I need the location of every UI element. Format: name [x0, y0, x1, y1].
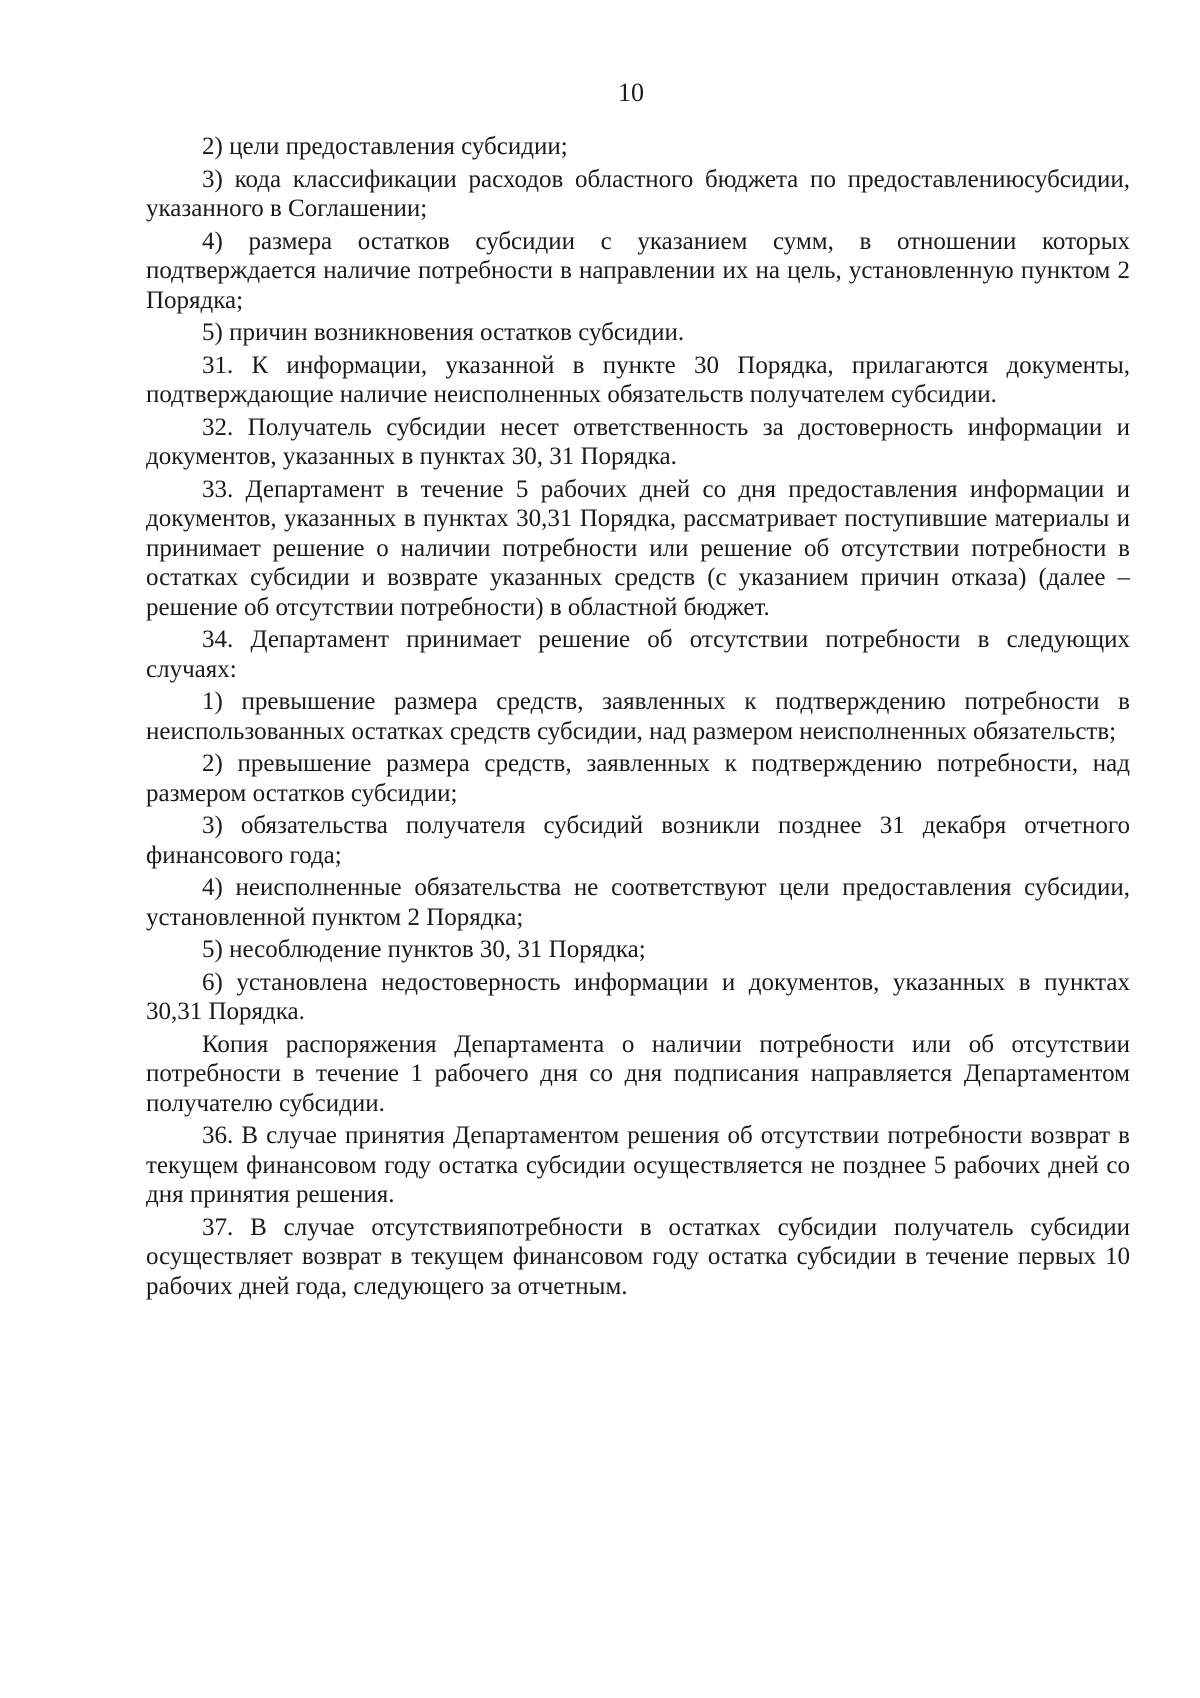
paragraph-case-2: 2) превышение размера средств, заявленных к подтверждению потребности, над размером остатков субсидии;	[146, 750, 1130, 807]
paragraph-balance-size: 4) размера остатков субсидии с указанием сумм, в отношении которых подтверждается наличие потребности в направлении их на цель, установленную пунктом 2 Порядка;	[146, 227, 1130, 314]
paragraph-item-37: 37. В случае отсутствияпотребности в остатках субсидии получатель субсидии осуществляет возврат в текущем финансовом году остатка субсидии в течение первых 10 рабочих дней года, следующего за отчетным.	[146, 1213, 1130, 1300]
document-body	[146, 132, 1130, 1304]
page-number: 10	[618, 78, 644, 107]
paragraph-goal: 2) цели предоставления субсидии;	[202, 133, 568, 160]
paragraph-budget-code: 3) кода классификации расходов областного бюджета по предоставлениюсубсидии, указанного в Соглашении;	[146, 165, 1130, 222]
paragraph-case-1: 1) превышение размера средств, заявленных к подтверждению потребности в неиспользованных остатках средств субсидии, над размером неисполненных обязательств;	[146, 688, 1130, 745]
paragraph-case-6: 6) установлена недостоверность информации и документов, указанных в пунктах 30,31 Порядка.	[146, 968, 1130, 1025]
paragraph-item-34: 34. Департамент принимает решение об отсутствии потребности в следующих случаях:	[146, 626, 1130, 683]
paragraph-item-31: 31. К информации, указанной в пункте 30 Порядка, прилагаются документы, подтверждающие наличие неисполненных обязательств получателем субсидии.	[146, 351, 1130, 408]
paragraph-case-5: 5) несоблюдение пунктов 30, 31 Порядка;	[202, 936, 646, 963]
paragraph-order-copy: Копия распоряжения Департамента о наличии потребности или об отсутствии потребности в течение 1 рабочего дня со дня подписания направляется Департаментом получателю субсидии.	[146, 1030, 1130, 1117]
paragraph-item-32: 32. Получатель субсидии несет ответственность за достоверность информации и документов, указанных в пунктах 30, 31 Порядка.	[146, 413, 1130, 470]
paragraph-item-33: 33. Департамент в течение 5 рабочих дней со дня предоставления информации и документов, указанных в пунктах 30,31 Порядка, рассматривает поступившие материалы и принимает решение о наличии потребности или решение об отсутствии потребности в остатках субсидии и возврате указанных средств (с указанием причин отказа) (далее – решение об отсутствии потребности) в областной бюджет.	[146, 475, 1130, 621]
paragraph-balance-reasons: 5) причин возникновения остатков субсидии.	[202, 319, 685, 346]
paragraph-case-4: 4) неисполненные обязательства не соответствуют цели предоставления субсидии, установленной пунктом 2 Порядка;	[146, 874, 1130, 931]
paragraph-case-3: 3) обязательства получателя субсидий возникли позднее 31 декабря отчетного финансового года;	[146, 812, 1130, 869]
paragraph-item-36: 36. В случае принятия Департаментом решения об отсутствии потребности возврат в текущем финансовом году остатка субсидии осуществляется не позднее 5 рабочих дней со дня принятия решения.	[146, 1122, 1130, 1208]
